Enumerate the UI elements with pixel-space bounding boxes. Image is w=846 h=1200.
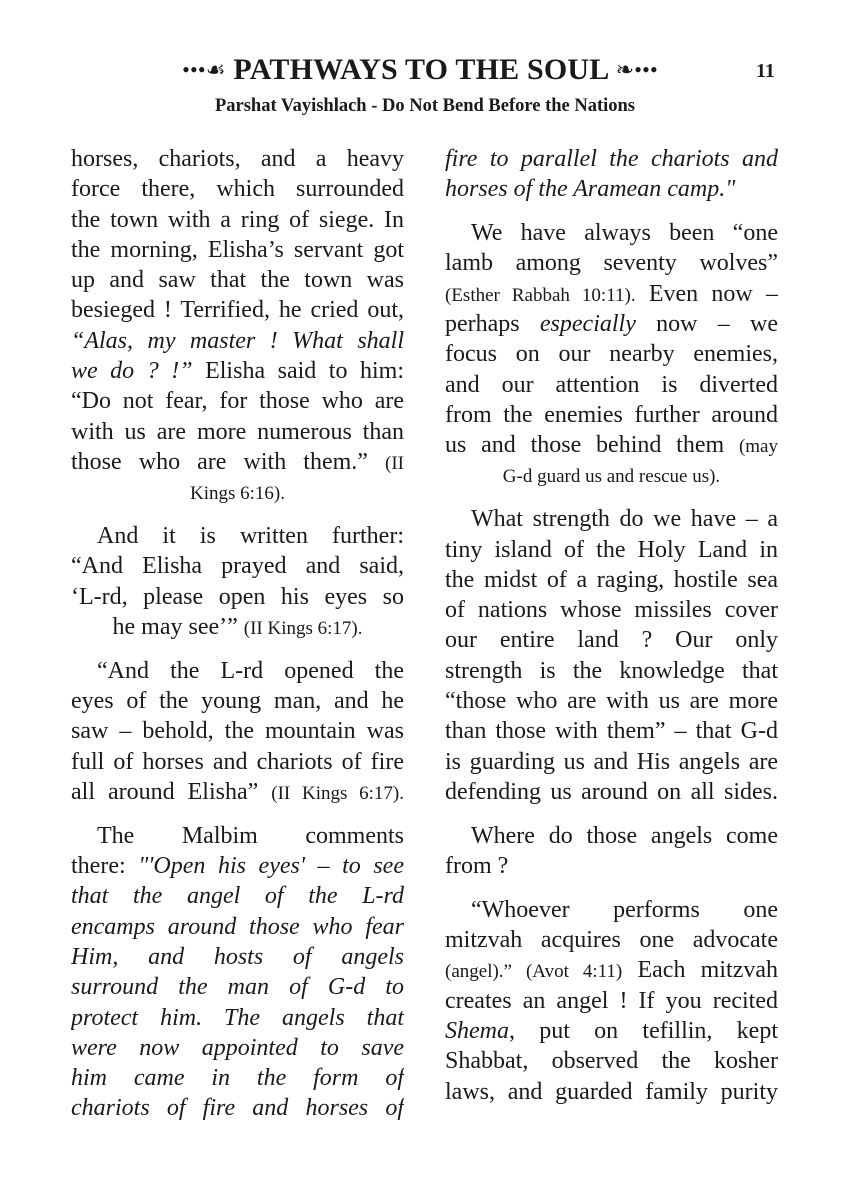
text-line [445, 565, 778, 595]
text-line [445, 309, 778, 339]
body-text: Shabbat, observed the kosher [445, 1048, 778, 1075]
body-text: our entire land ? Our only [445, 627, 778, 654]
body-text: the midst of a raging, hostile sea [445, 566, 778, 593]
citation-text: Kings 6:16). [190, 483, 285, 505]
paragraph [445, 144, 778, 205]
text-line [445, 174, 778, 204]
text-line [71, 851, 404, 881]
running-header [120, 50, 720, 90]
body-text: is guarding us and His angels are [445, 748, 778, 775]
body-text: We have always been “one [471, 220, 778, 247]
body-text: and our attention is diverted [445, 371, 778, 398]
text-line [445, 625, 778, 655]
body-text: focus on our nearby enemies, [445, 341, 778, 368]
body-text: eyes of the young man, and he [71, 688, 404, 715]
text-line [71, 912, 404, 942]
body-text: up and saw that the town was [71, 267, 404, 294]
text-line [445, 504, 778, 534]
text-line [71, 972, 404, 1002]
text-line [445, 1016, 778, 1046]
citation-text: (II Kings 6:17). [243, 617, 363, 639]
text-line [445, 430, 778, 460]
body-text: there: [71, 853, 139, 880]
paragraph [445, 504, 778, 807]
text-line [445, 1046, 778, 1076]
text-line [71, 521, 404, 551]
text-line [445, 716, 778, 746]
text-line [71, 447, 404, 477]
citation-text: G-d guard us and rescue us). [502, 466, 721, 488]
italic-text: chariots of fire and horses of [71, 1095, 404, 1122]
text-line [71, 656, 404, 686]
italic-text: horses of the Aramean camp." [445, 176, 736, 203]
text-line [71, 356, 404, 386]
text-line [71, 612, 404, 642]
body-text: the town with a ring of siege. In [71, 206, 404, 233]
body-text: all around Elisha” [71, 778, 272, 805]
italic-text: Him, and hosts of angels [71, 943, 404, 970]
body-text: with us are more numerous than [71, 418, 404, 445]
body-text: force there, which surrounded [71, 176, 404, 203]
text-line [445, 248, 778, 278]
text-line [71, 582, 404, 612]
left-column [71, 144, 404, 1124]
paragraph [445, 895, 778, 1107]
body-text: Each mitzvah [622, 957, 778, 984]
italic-text: encamps around those who fear [71, 913, 404, 940]
book-title: PATHWAYS TO THE SOUL [233, 53, 608, 86]
body-text: besieged ! Terrified, he cried out, [71, 297, 404, 324]
chapter-subtitle: Parshat Vayishlach - Do Not Bend Before the Nations [214, 96, 636, 116]
citation-text: (Esther Rabbah 10:11). [445, 284, 636, 306]
text-line [445, 339, 778, 369]
text-line [71, 1003, 404, 1033]
text-line [445, 1077, 778, 1107]
body-text: laws, and guarded family purity [445, 1078, 778, 1105]
body-text: lamb among seventy wolves” [445, 250, 778, 277]
body-text: full of horses and chariots of fire [71, 748, 404, 775]
italic-text: especially [539, 310, 636, 337]
body-text: he may see’” [112, 613, 244, 640]
paragraph [71, 821, 404, 1124]
left-ornament-icon: •••☙ [182, 57, 226, 82]
text-line [71, 326, 404, 356]
text-line [71, 417, 404, 447]
text-line [445, 821, 778, 851]
body-text: And it is written further: [97, 523, 404, 550]
body-text: defending us around on all sides. [445, 778, 778, 805]
text-line [71, 747, 404, 777]
text-line [445, 686, 778, 716]
body-text: “Do not fear, for those who are [71, 388, 404, 415]
paragraph [71, 656, 404, 807]
body-text: saw – behold, the mountain was [71, 718, 404, 745]
text-line [71, 881, 404, 911]
body-text: , put on tefillin, kept [508, 1018, 778, 1045]
text-line [445, 535, 778, 565]
text-line [71, 205, 404, 235]
page-number: 11 [756, 60, 775, 82]
right-ornament-icon: ❧••• [615, 57, 658, 82]
text-line [445, 144, 778, 174]
text-line [71, 1093, 404, 1123]
text-line [445, 595, 778, 625]
citation-text: (may [738, 436, 778, 458]
text-line [71, 716, 404, 746]
text-line [71, 235, 404, 265]
text-line [445, 895, 778, 925]
text-line [71, 477, 404, 507]
text-line [445, 777, 778, 807]
text-line [71, 144, 404, 174]
body-text: creates an angel ! If you recited [445, 987, 778, 1014]
italic-text: were now appointed to save [71, 1034, 404, 1061]
text-line [71, 942, 404, 972]
body-text: What strength do we have – a [471, 506, 778, 533]
italic-text: Shema [445, 1018, 509, 1045]
citation-text: (angel).” (Avot 4:11) [445, 961, 623, 983]
italic-text: him came in the form of [71, 1065, 404, 1092]
italic-text: protect him. The angels that [71, 1004, 404, 1031]
text-line [445, 460, 778, 490]
text-line [445, 925, 778, 955]
paragraph [71, 521, 404, 642]
text-line [71, 174, 404, 204]
paragraph [71, 144, 404, 508]
body-text: “those who are with us are more [445, 688, 778, 715]
text-line [71, 686, 404, 716]
right-column [445, 144, 778, 1107]
text-line [71, 1033, 404, 1063]
text-line [445, 955, 778, 985]
body-text: ‘L-rd, please open his eyes so [71, 583, 404, 610]
body-text: from the enemies further around [445, 401, 778, 428]
body-text: of nations whose missiles cover [445, 597, 778, 624]
body-text: strength is the knowledge that [445, 657, 778, 684]
body-text: the morning, Elisha’s servant got [71, 236, 404, 263]
text-line [445, 747, 778, 777]
body-text: The Malbim comments [97, 822, 404, 849]
citation-text: (II Kings 6:17). [271, 782, 404, 804]
text-line [71, 295, 404, 325]
text-line [445, 400, 778, 430]
paragraph [445, 218, 778, 491]
italic-text: fire to parallel the chariots and [445, 146, 778, 172]
text-line [71, 821, 404, 851]
body-text: from ? [445, 853, 509, 880]
text-line [445, 279, 778, 309]
body-text: tiny island of the Holy Land in [445, 536, 778, 563]
italic-text: “Alas, my master ! What shall [71, 327, 404, 354]
text-line [445, 218, 778, 248]
body-text: “And the L-rd opened the [97, 657, 404, 684]
text-line [71, 265, 404, 295]
body-text: now – we [635, 310, 778, 337]
text-line [445, 370, 778, 400]
body-text: Where do those angels come [471, 822, 778, 849]
citation-text: (II [385, 452, 404, 474]
body-text: perhaps [445, 310, 540, 337]
body-text: “And Elisha prayed and said, [71, 553, 404, 580]
italic-text: that the angel of the L-rd [71, 883, 404, 910]
italic-text: "'Open his eyes' – to see [138, 853, 404, 880]
italic-text: we do ? !” [71, 358, 193, 385]
body-text: “Whoever performs one [471, 896, 778, 923]
text-line [71, 1063, 404, 1093]
text-line [445, 986, 778, 1016]
body-text: than those with them” – that G-d [445, 718, 778, 745]
body-text: mitzvah acquires one advocate [445, 927, 778, 954]
text-line [445, 851, 778, 881]
text-line [71, 551, 404, 581]
text-line [71, 777, 404, 807]
text-line [445, 656, 778, 686]
body-text: us and those behind them [445, 432, 739, 459]
paragraph [445, 821, 778, 882]
body-text: horses, chariots, and a heavy [71, 146, 404, 172]
italic-text: surround the man of G-d to [71, 974, 404, 1001]
body-text: those who are with them.” [71, 448, 386, 475]
body-text: Elisha said to him: [192, 358, 404, 385]
body-text: Even now – [635, 280, 778, 307]
text-line [71, 386, 404, 416]
